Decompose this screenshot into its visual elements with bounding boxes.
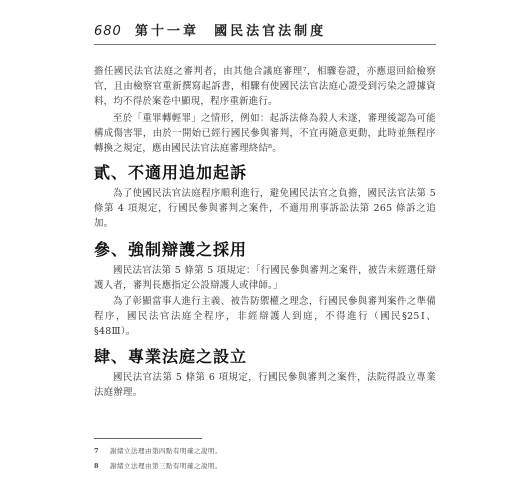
paragraph-3: 為了使國民法官法庭程序順利進行，避免國民法官之負擔，國民法官法第 5 條第 4 項規定，行國民參與審判之案件，不適用刑事訴訟法第 265 條訴之追加。 — [94, 188, 436, 229]
footnote-7-number: 7 — [94, 447, 100, 455]
page-number: 680 — [94, 24, 122, 39]
paragraph-1: 擔任國民法官法庭之審判者，由其他合議庭審理⁷，相驟卷證，亦應退回給檢察官，且由檢察官重新撰寫起訴書，相驟有使國民法官法庭心證受到污染之證據資料，均不得於案卷中顯現，程序重新進行。 — [94, 66, 436, 107]
section-heading-2: 貳、不適用追加起訴 — [94, 163, 248, 182]
paragraph-6: 國民法官法第 5 條第 6 項規定，行國民參與審判之案件，法院得設立專業法庭辦理。 — [94, 372, 436, 398]
paragraph-4: 國民法官法第 5 條第 5 項規定：「行國民參與審判之案件，被告未經選任辯護人者，審判長應指定公設辯護人或律師。」 — [94, 265, 436, 291]
paragraph-2: 至於「重罪轉輕罪」之情形，例如：起訴法條為殺人未遂，審理後認為可能構成傷害罪，由於一開始已經行國民參與審判，不宜再隨意更動，此時並無程序轉換之規定，應由國民法官法庭審理終結⁸。 — [94, 113, 436, 154]
header-rule — [94, 44, 436, 45]
footnote-8-number: 8 — [94, 462, 100, 470]
paragraph-5: 為了彰顯當事人進行主義、被告防禦權之理念，行國民參與審判案件之準備程序，國民法官法庭全程序，非經辯護人到庭，不得進行（國民§25Ⅰ、§48Ⅲ）。 — [94, 296, 436, 337]
section-heading-4: 肆、專業法庭之設立 — [94, 347, 248, 366]
footnote-8 — [94, 461, 222, 470]
chapter-title: 國民法官法制度 — [214, 24, 327, 39]
footnote-rule — [94, 438, 202, 439]
footnote-7-text: 謝緒立法理由第四點有明確之說明。 — [110, 447, 222, 455]
footnote-8-text: 謝緒立法理由第三點有明確之說明。 — [110, 462, 222, 470]
section-heading-3: 參、強制辯護之採用 — [94, 240, 248, 259]
chapter-label: 第十一章 — [134, 24, 199, 39]
footnote-7 — [94, 446, 222, 455]
